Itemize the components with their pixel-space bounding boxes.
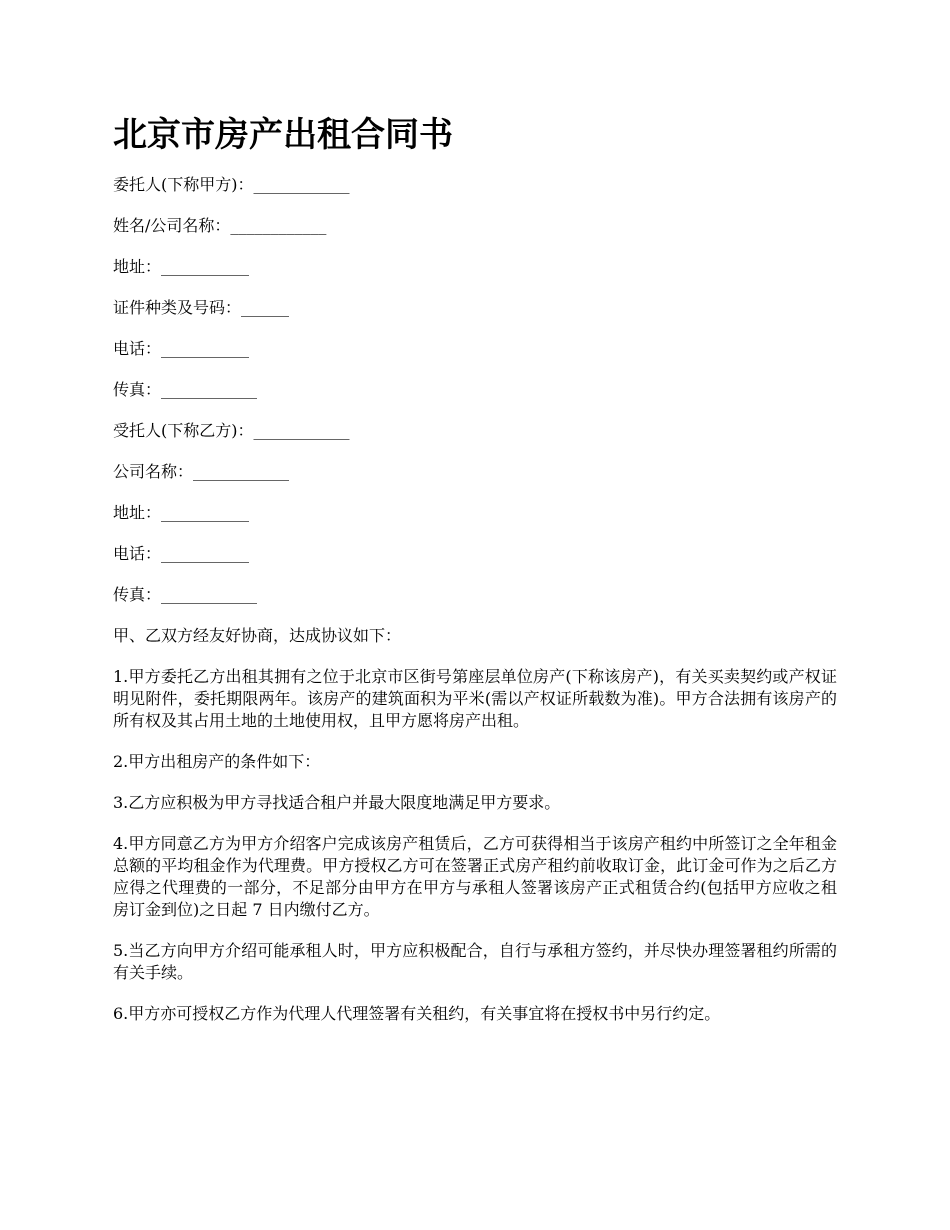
field-blank: ____________ bbox=[253, 421, 350, 440]
field-label: 姓名/公司名称： bbox=[113, 216, 231, 235]
document-title: 北京市房产出租合同书 bbox=[113, 115, 453, 155]
field-label: 公司名称： bbox=[113, 462, 194, 481]
field-phone-b bbox=[113, 543, 837, 565]
field-name-company bbox=[113, 215, 837, 237]
clause-4: 4.甲方同意乙方为甲方介绍客户完成该房产租赁后，乙方可获得相当于该房产租约中所签订之全年租金总额的平均租金作为代理费。甲方授权乙方可在签署正式房产租约前收取订金，此订金可作为之后乙方应得之代理费的一部分，不足部分由甲方在甲方与承租人签署该房产正式租赁合约(包括甲方应收之租房订金到位)之日起 7 日内缴付乙方。 bbox=[113, 834, 837, 919]
field-fax-b bbox=[113, 584, 837, 606]
field-blank: ____________ bbox=[253, 175, 350, 194]
contract-document bbox=[113, 108, 837, 1044]
field-blank: ____________ bbox=[161, 380, 258, 399]
clause-1: 1.甲方委托乙方出租其拥有之位于北京市区街号第座层单位房产(下称该房产)，有关买卖契约或产权证明见附件，委托期限两年。该房产的建筑面积为平米(需以产权证所载数为准)。甲方合法拥有该房产的所有权及其占用土地的土地使用权，且甲方愿将房产出租。 bbox=[113, 667, 837, 730]
field-label: 受托人(下称乙方)： bbox=[113, 421, 254, 440]
field-id-type-number bbox=[113, 297, 837, 319]
field-label: 电话： bbox=[113, 544, 162, 563]
field-address-b bbox=[113, 502, 837, 524]
field-company-name bbox=[113, 461, 837, 483]
clause-2: 2.甲方出租房产的条件如下： bbox=[113, 752, 321, 771]
field-agent bbox=[113, 420, 837, 442]
field-address-a bbox=[113, 256, 837, 278]
clause-5: 5.当乙方向甲方介绍可能承租人时，甲方应积极配合，自行与承租方签约，并尽快办理签署租约所需的有关手续。 bbox=[113, 941, 837, 982]
field-label: 委托人(下称甲方)： bbox=[113, 175, 254, 194]
field-blank: ___________ bbox=[161, 544, 250, 563]
field-blank: ______ bbox=[241, 298, 290, 317]
agreement-intro: 甲、乙双方经友好协商，达成协议如下： bbox=[113, 626, 402, 645]
field-label: 传真： bbox=[113, 380, 162, 399]
field-phone-a bbox=[113, 338, 837, 360]
clause-3: 3.乙方应积极为甲方寻找适合租户并最大限度地满足甲方要求。 bbox=[113, 793, 561, 812]
field-blank: ____________ bbox=[161, 585, 258, 604]
field-label: 传真： bbox=[113, 585, 162, 604]
field-fax-a bbox=[113, 379, 837, 401]
field-label: 电话： bbox=[113, 339, 162, 358]
field-principal bbox=[113, 174, 837, 196]
field-blank: ___________ bbox=[161, 339, 250, 358]
field-label: 地址： bbox=[113, 257, 162, 276]
field-label: 证件种类及号码： bbox=[113, 298, 242, 317]
field-label: 地址： bbox=[113, 503, 162, 522]
clause-6: 6.甲方亦可授权乙方作为代理人代理签署有关租约，有关事宜将在授权书中另行约定。 bbox=[113, 1004, 721, 1023]
field-blank: ____________ bbox=[230, 216, 327, 235]
field-blank: ___________ bbox=[161, 503, 250, 522]
field-blank: ____________ bbox=[193, 462, 290, 481]
field-blank: ___________ bbox=[161, 257, 250, 276]
